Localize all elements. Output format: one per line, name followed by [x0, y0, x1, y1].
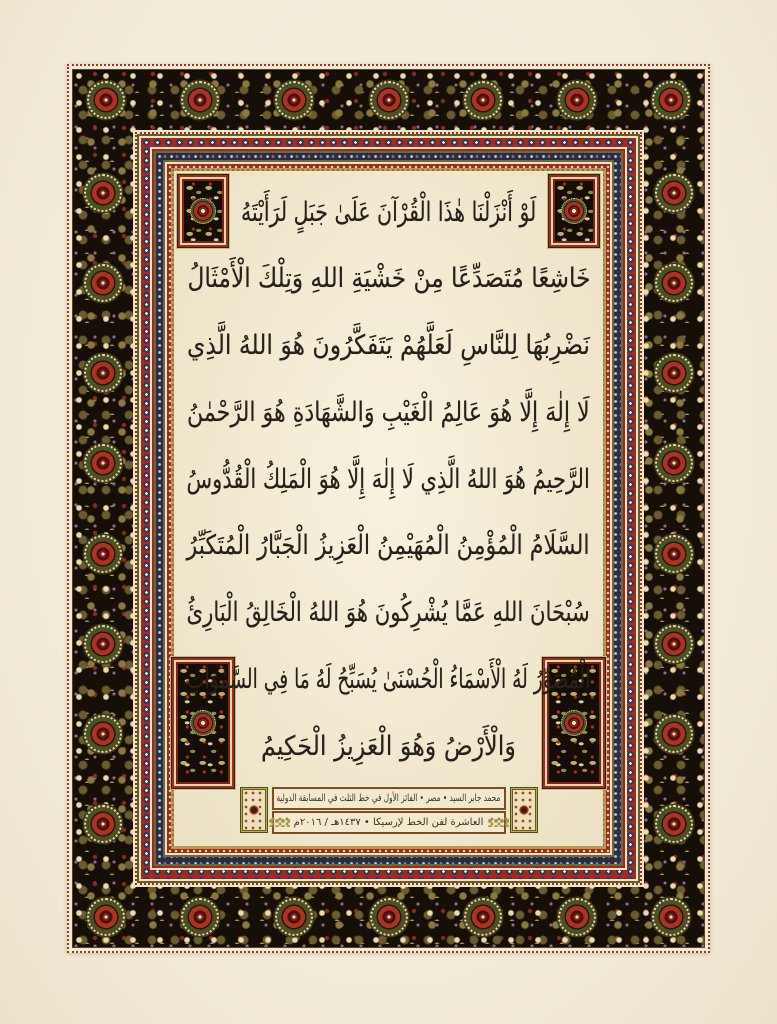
verse-line-7: سُبْحَانَ اللهِ عَمَّا يُشْرِكُونَ هُوَ اللهُ الْخَالِقُ الْبَارِئُ	[186, 597, 591, 629]
border-rosette-medallion	[275, 81, 313, 119]
border-rosette-medallion	[84, 264, 122, 302]
calligraphy-panel	[67, 64, 710, 953]
border-rosette-medallion	[84, 535, 122, 573]
frame-olive-line	[163, 160, 614, 857]
verse-line-2: خَاشِعًا مُتَصَدِّعًا مِنْ خَشْيَةِ اللهِ وَتِلْكَ الْأَمْثَالُ	[186, 263, 590, 295]
border-rosette-medallion	[655, 264, 693, 302]
gold-flourish-icon	[268, 817, 290, 827]
frame-cream-line	[150, 147, 627, 870]
frame-cream-line	[139, 136, 638, 881]
border-rosette-medallion	[84, 625, 122, 663]
border-rosette-medallion	[655, 715, 693, 753]
border-rosette-medallion	[652, 81, 690, 119]
colophon-text-2: العاشرة لفن الخط لإرسيكا • ١٤٣٧هـ / ٢٠١٦م	[293, 816, 484, 828]
frame-olive-line	[154, 151, 623, 866]
border-rosette-medallion	[370, 898, 408, 936]
border-rosette-medallion	[181, 898, 219, 936]
border-rosette-medallion	[655, 354, 693, 392]
border-rosette-medallion	[655, 625, 693, 663]
frame-red-dot-circle-band	[141, 138, 636, 879]
verse-line-8: الْمُصَوِّرُ لَهُ الْأَسْمَاءُ الْحُسْنَىٰ يُسَبِّحُ لَهُ مَا فِي السَّمٰوَاتِ	[186, 663, 591, 695]
corner-ornament-top-left-panel	[553, 179, 595, 243]
border-rosette-medallion	[558, 81, 596, 119]
verse-line-4: لَا إِلٰهَ إِلَّا هُوَ عَالِمُ الْغَيْبِ وَالشَّهَادَةِ هُوَ الرَّحْمٰنُ	[187, 396, 590, 428]
gold-flourish-icon	[487, 817, 509, 827]
corner-ornament-top-right-panel	[182, 179, 224, 243]
border-rosette-medallion	[655, 444, 693, 482]
border-rosette-medallion	[84, 715, 122, 753]
border-rosette-medallion	[181, 81, 219, 119]
verse-line-1: لَوْ أَنْزَلْنَا هٰذَا الْقُرْآنَ عَلَىٰ جَبَلٍ لَرَأَيْتَهُ	[240, 196, 537, 228]
border-rosette-medallion	[84, 174, 122, 212]
frame-green-line	[137, 134, 640, 883]
colophon-cartouches	[273, 788, 505, 833]
frame-red-dotted-line	[135, 132, 642, 885]
border-rosette-medallion	[655, 805, 693, 843]
verse-text-field	[174, 171, 603, 846]
border-rosette-medallion	[84, 354, 122, 392]
colophon-side-ornament	[242, 789, 266, 831]
frame-gold-line	[171, 168, 606, 849]
verse-line-9: وَالْأَرْضُ وَهُوَ الْعَزِيزُ الْحَكِيمُ	[261, 730, 516, 762]
colophon-side-ornament	[512, 789, 536, 831]
frame-red-line	[152, 149, 625, 868]
border-rosette-medallion	[655, 174, 693, 212]
colophon-cartouche-1	[273, 788, 505, 809]
border-rosette-medallion	[652, 898, 690, 936]
border-rosette-medallion	[87, 898, 125, 936]
border-rosette-medallion	[370, 81, 408, 119]
border-rosette-medallion	[464, 81, 502, 119]
colophon-cartouche-2	[273, 812, 505, 833]
frame-cream-line	[165, 162, 612, 855]
border-rosette-medallion	[87, 81, 125, 119]
border-rosette-medallion	[558, 898, 596, 936]
border-rosette-medallion	[84, 805, 122, 843]
frame-red-dotted-band	[167, 164, 610, 853]
colophon	[184, 780, 593, 840]
verse-line-6: السَّلَامُ الْمُؤْمِنُ الْمُهَيْمِنُ الْعَزِيزُ الْجَبَّارُ الْمُتَكَبِّرُ	[186, 530, 591, 562]
verse-line-3: نَضْرِبُهَا لِلنَّاسِ لَعَلَّهُمْ يَتَفَكَّرُونَ هُوَ اللهُ الَّذِي	[187, 330, 590, 362]
outer-floral-arabesque-border	[72, 69, 705, 948]
frame-navy-pattern-band	[156, 153, 621, 864]
border-rosette-medallion	[655, 535, 693, 573]
border-rosette-medallion	[84, 444, 122, 482]
border-rosette-medallion	[464, 898, 502, 936]
border-rosette-medallion	[275, 898, 313, 936]
colophon-text-1: محمد جابر السيد • مصر • الفائز الأول في خط الثلث في المسابقة الدولية	[276, 792, 501, 804]
frame-cream-line	[133, 130, 644, 887]
verse-line-5: الرَّحِيمُ هُوَ اللهُ الَّذِي لَا إِلٰهَ إِلَّا هُوَ الْمَلِكُ الْقُدُّوسُ	[186, 463, 591, 495]
